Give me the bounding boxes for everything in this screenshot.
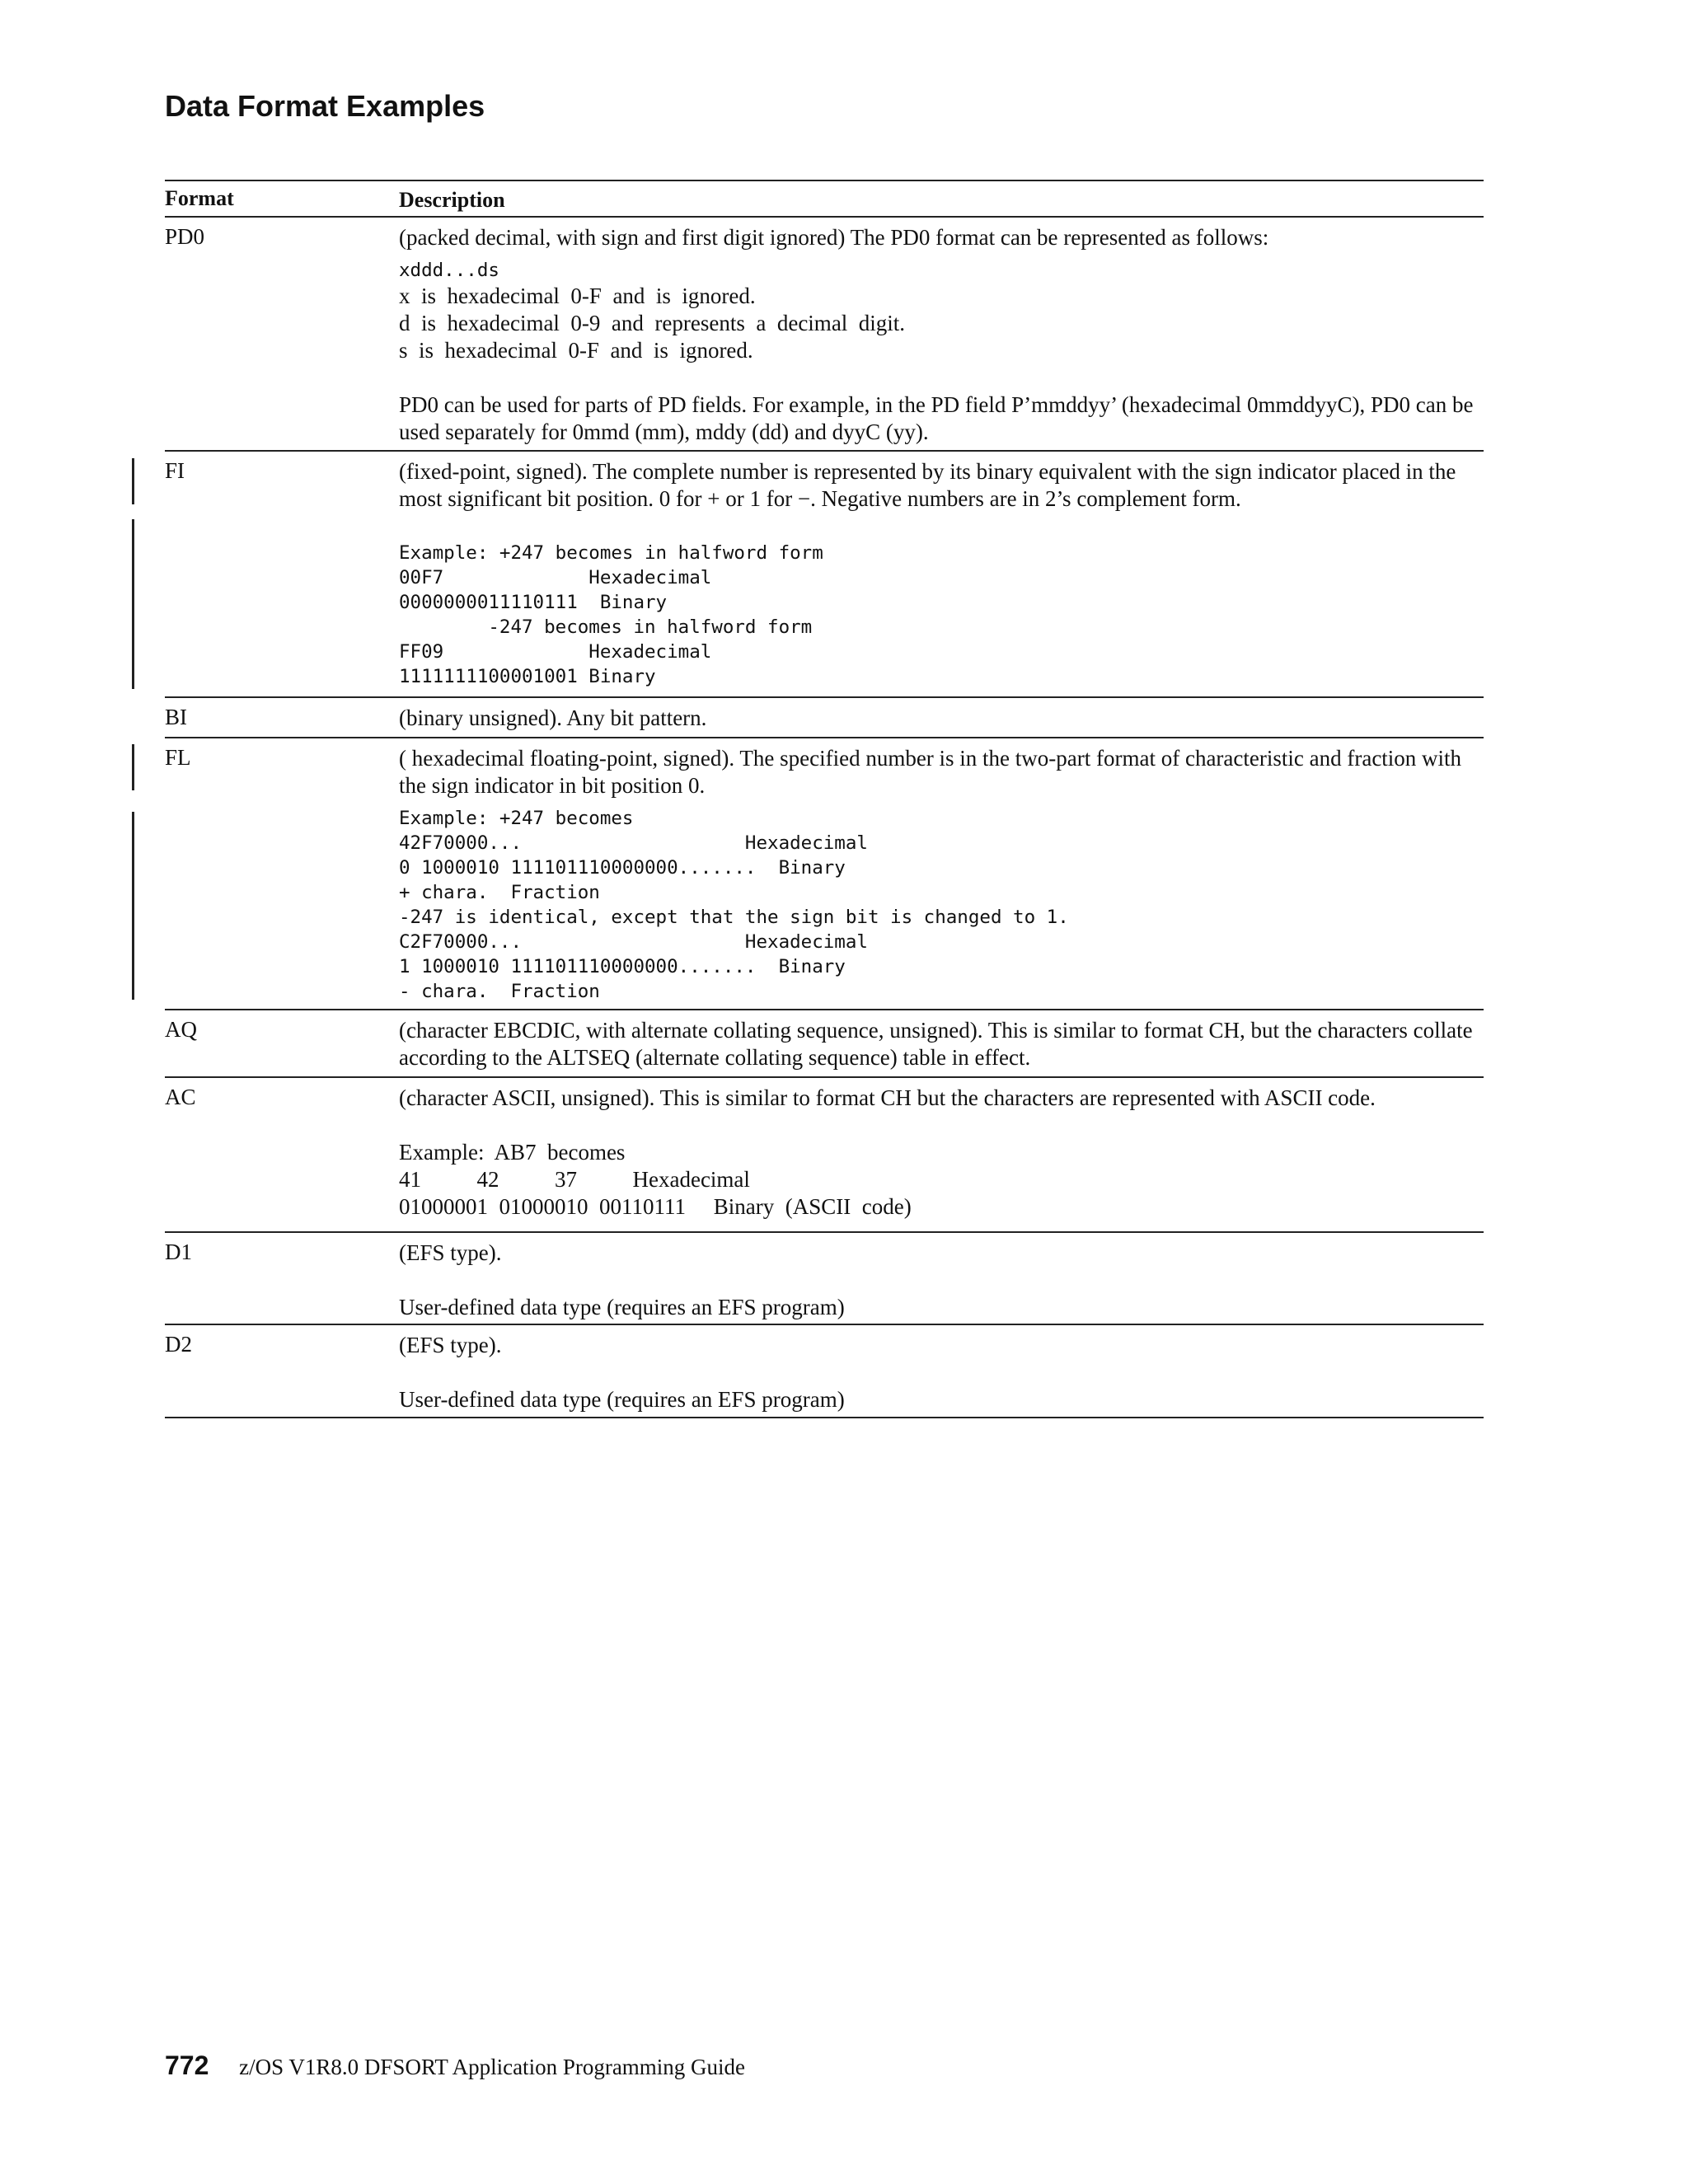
change-bar: [132, 519, 134, 689]
format-code: AC: [165, 1085, 196, 1109]
description-text: (fixed-point, signed). The complete number is represented by its binary equivalent with the sign indicator placed in the most significant bit position. 0 for + or 1 for −. Negative numbers are in 2’s complement form.: [399, 459, 1456, 511]
format-description: [399, 1085, 1484, 1221]
description-text: (character ASCII, unsigned). This is similar to format CH but the characters are represented with ASCII code.: [399, 1085, 1376, 1110]
format-description: [399, 224, 1484, 446]
table-row: [165, 218, 1484, 452]
description-text: (character EBCDIC, with alternate collating sequence, unsigned). This is similar to format CH, but the characters collate according to the ALTSEQ (alternate collating sequence) table in effect.: [399, 1018, 1473, 1070]
format-description: [399, 1017, 1484, 1071]
change-bar: [132, 812, 134, 1000]
format-details: x is hexadecimal 0-F and is ignored. d is hexadecimal 0-9 and represents a decimal digit. s is hexadecimal 0-F and is ignored.: [399, 284, 906, 363]
page-title: Data Format Examples: [165, 89, 485, 123]
format-description: [399, 705, 1484, 732]
column-header-description: Description: [399, 188, 505, 212]
format-code: FL: [165, 745, 191, 770]
table-row: [165, 1078, 1484, 1233]
description-text: (EFS type).: [399, 1240, 502, 1265]
table-row: [165, 1233, 1484, 1325]
page-footer: [165, 2050, 745, 2081]
description-text: (EFS type).: [399, 1333, 502, 1357]
table-row: [165, 1325, 1484, 1418]
format-pattern: xddd...ds: [399, 260, 499, 281]
format-description: [399, 1240, 1484, 1321]
change-bar: [132, 744, 134, 790]
column-header-format: Format: [165, 186, 234, 210]
format-code: D1: [165, 1240, 192, 1264]
format-example: Example: AB7 becomes 41 42 37 Hexadecimal 01000001 01000010 00110111 Binary (ASCII code): [399, 1140, 912, 1219]
format-code: PD0: [165, 224, 205, 249]
table-row: [165, 738, 1484, 1010]
format-description: [399, 458, 1484, 689]
format-example: Example: +247 becomes in halfword form 00F7 Hexadecimal 0000000011110111 Binary -247 becomes in halfword form FF09 Hexadecimal 1111111100001001 Binary: [399, 542, 823, 687]
description-text: ( hexadecimal floating-point, signed). The specified number is in the two-part format of characteristic and fraction with the sign indicator in bit position 0.: [399, 746, 1462, 798]
table-row: [165, 698, 1484, 738]
format-description: [399, 1332, 1484, 1413]
format-code: D2: [165, 1332, 192, 1357]
description-note: PD0 can be used for parts of PD fields. For example, in the PD field P’mmddyy’ (hexadecimal 0mmddyyC), PD0 can be used separately for 0mmd (mm), mddy (dd) and dyyC (yy).: [399, 392, 1474, 444]
description-text: (binary unsigned). Any bit pattern.: [399, 705, 707, 730]
description-text: (packed decimal, with sign and first digit ignored) The PD0 format can be represented as follows:: [399, 225, 1269, 250]
page-number: 772: [165, 2050, 209, 2080]
table-header-row: [165, 180, 1484, 218]
format-description: [399, 745, 1484, 1004]
description-note: User-defined data type (requires an EFS program): [399, 1295, 845, 1319]
format-code: FI: [165, 458, 185, 483]
format-table: [165, 180, 1484, 1418]
change-bar: [132, 458, 134, 504]
table-row: [165, 1010, 1484, 1078]
table-row: [165, 452, 1484, 698]
format-code: AQ: [165, 1017, 197, 1042]
book-title: z/OS V1R8.0 DFSORT Application Programming Guide: [239, 2055, 746, 2079]
format-example: Example: +247 becomes 42F70000... Hexadecimal 0 1000010 111101110000000....... Binary + chara. Fraction -247 is identical, except that the sign bit is changed to 1. C2F70000... Hexadecimal 1 1000010 111101110000000....... Binary - chara. Fraction: [399, 808, 1069, 1002]
format-code: BI: [165, 705, 187, 729]
description-note: User-defined data type (requires an EFS program): [399, 1387, 845, 1412]
